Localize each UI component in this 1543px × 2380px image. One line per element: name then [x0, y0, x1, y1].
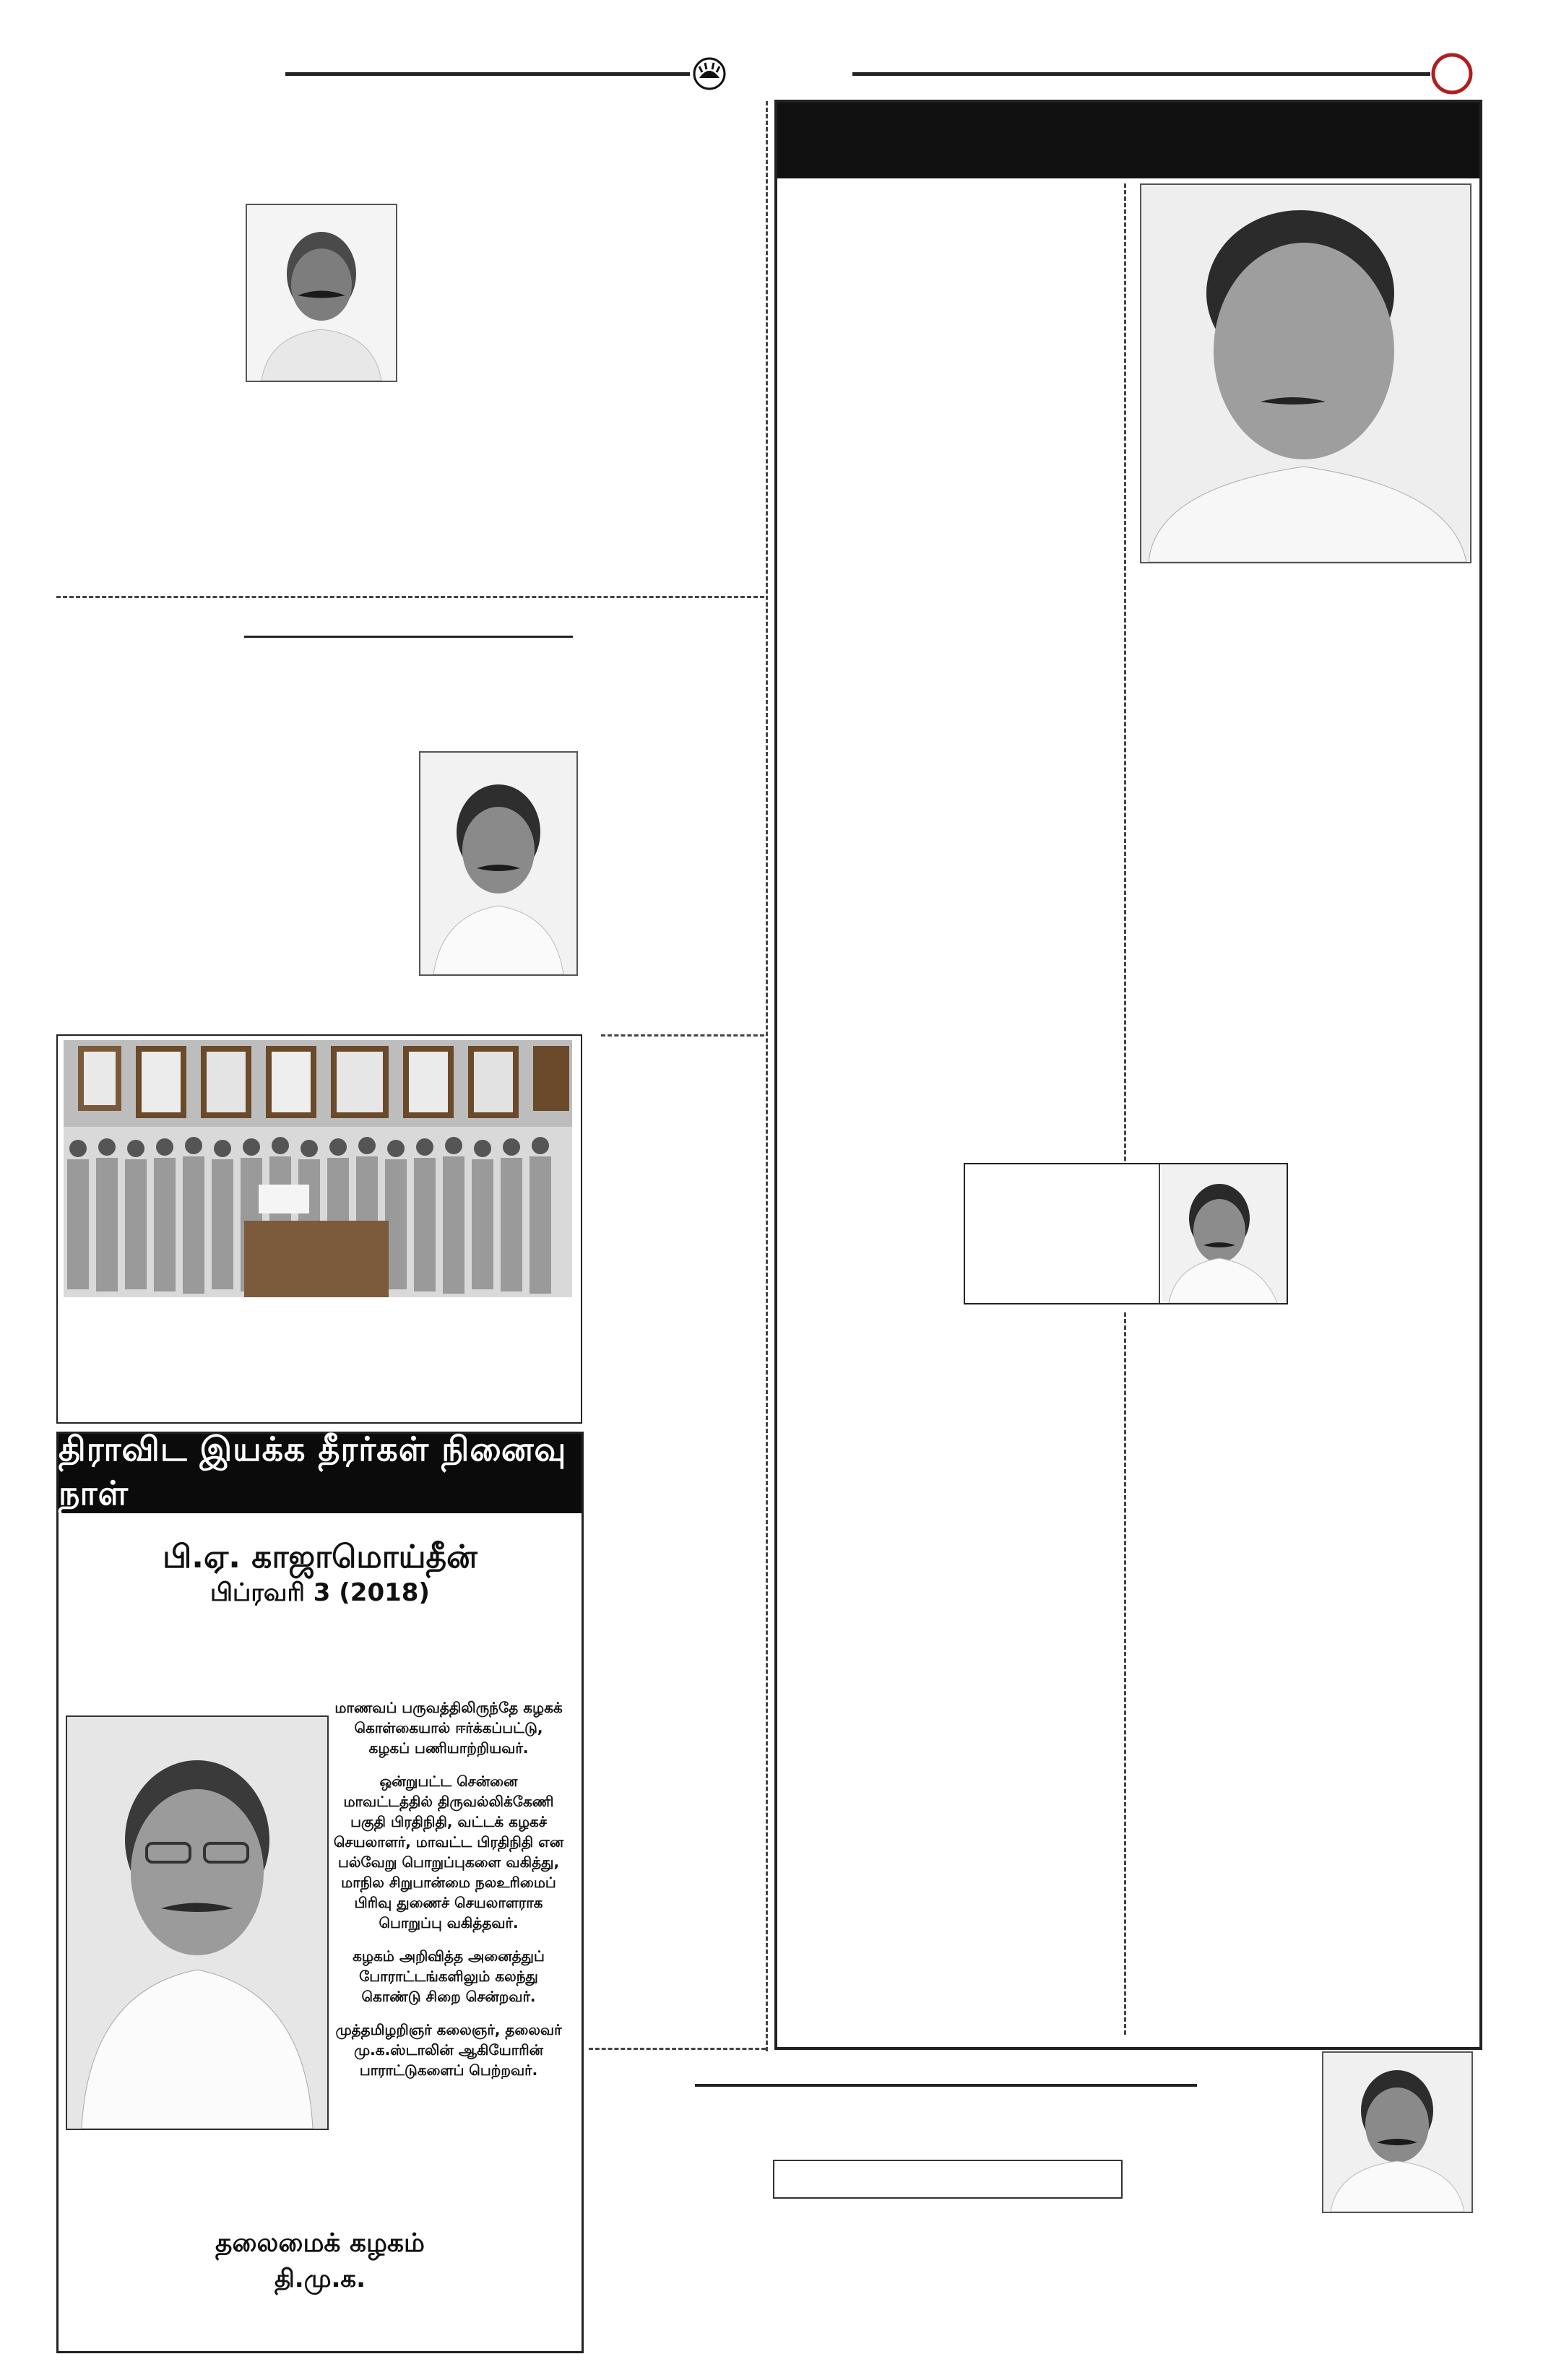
feature-box-right	[774, 100, 1482, 2050]
feature-portrait-photo	[1140, 183, 1471, 563]
group-photo	[64, 1040, 572, 1297]
portrait-photo-middle-left	[419, 751, 578, 976]
rising-sun-emblem-icon	[692, 56, 727, 91]
portrait-photo-top-left	[246, 204, 397, 382]
tribute-bio-paragraph: ஒன்றுபட்ட சென்னை மாவட்டத்தில் திருவல்லிக்கேணி பகுதி பிரதிநிதி, வட்டக் கழகச் செயலாளர், மாவட்ட பிரதிநிதி என பல்வேறு பொறுப்புகளை வகித்து, மாநில சிறுபான்மை நலஉரிமைப் பிரிவு துணைச் செயலாளராக பொறுப்பு வகித்தவர்.	[333, 1773, 564, 1931]
caption-box-bottom-right	[773, 2160, 1123, 2199]
tribute-date: பிப்ரவரி 3 (2018)	[210, 1578, 430, 1607]
tribute-portrait-photo	[66, 1715, 329, 2130]
feature-inset-portrait	[1162, 1164, 1287, 1303]
header-rule-left	[285, 72, 690, 76]
tribute-org-line2: தி.மு.க.	[274, 2264, 366, 2293]
column-divider-center	[766, 101, 768, 2051]
feature-inset-separator	[1159, 1164, 1160, 1303]
group-photo-frame	[56, 1034, 582, 1424]
headline-rule-left	[244, 636, 573, 638]
tribute-bio	[333, 1697, 564, 2093]
header-rule-right	[852, 72, 1430, 76]
tribute-bio-paragraph: கழகம் அறிவித்த அனைத்துப் போராட்டங்களிலும் கலந்து கொண்டு சிறை சென்றவர்.	[353, 1947, 545, 2005]
tribute-org-line1: தலைமைக் கழகம்	[215, 2228, 425, 2258]
tribute-person-name: பி.ஏ. காஜாமொய்தீன்	[163, 1539, 477, 1575]
feature-inner-divider-bottom	[1124, 1312, 1126, 2035]
headline-rule-bottom-right	[695, 2084, 1197, 2087]
section-divider-bottom-left	[589, 2048, 766, 2050]
section-divider-left-1	[56, 596, 764, 598]
feature-inset-box	[964, 1163, 1288, 1304]
page-number-circle-icon	[1430, 52, 1474, 95]
tribute-bio-paragraph: முத்தமிழறிஞர் கலைஞர், தலைவர் மு.க.ஸ்டாலின் ஆகியோரின் பாராட்டுகளைப் பெற்றவர்.	[335, 2021, 562, 2079]
tribute-bio-paragraph: மாணவப் பருவத்திலிருந்தே கழகக் கொள்கையால் ஈர்க்கப்பட்டு, கழகப் பணியாற்றியவர்.	[334, 1699, 563, 1757]
section-divider-left-2	[601, 1034, 764, 1037]
portrait-photo-bottom-right	[1322, 2051, 1473, 2213]
tribute-box	[56, 1429, 584, 2353]
feature-header-band	[777, 103, 1479, 178]
feature-inner-divider-top	[1124, 183, 1126, 1245]
tribute-heading: திராவிட இயக்க தீரர்கள் நினைவு நாள்	[59, 1434, 582, 1513]
